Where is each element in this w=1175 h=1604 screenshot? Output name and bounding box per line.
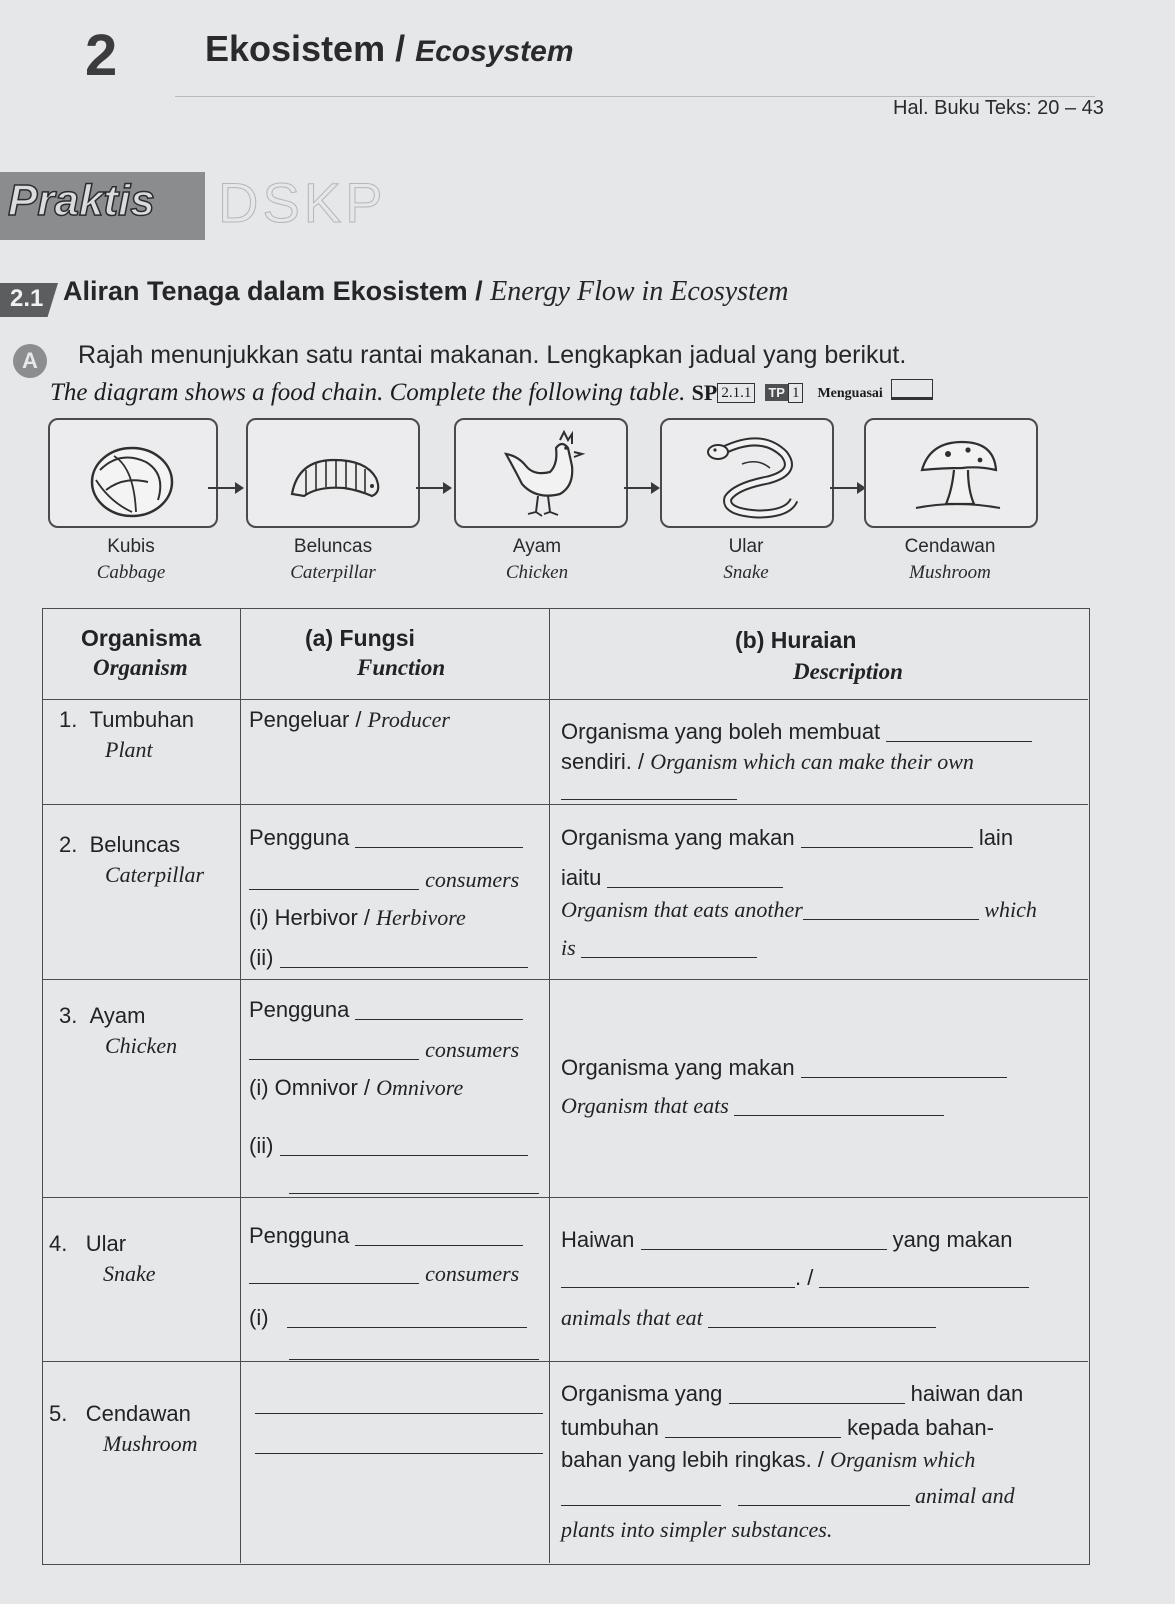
- answer-blank[interactable]: [734, 1095, 944, 1116]
- answer-blank[interactable]: [287, 1307, 527, 1328]
- answer-blank[interactable]: [255, 1393, 543, 1414]
- row2-function-2: consumers: [249, 867, 519, 893]
- row4-function-1: Pengguna: [249, 1223, 523, 1249]
- row5-description-3: bahan yang lebih ringkas. / Organism which: [561, 1447, 976, 1472]
- row5-description-5: plants into simpler substances.: [561, 1517, 833, 1542]
- cabbage-icon: [50, 420, 216, 526]
- caterpillar-icon: [248, 420, 418, 526]
- chicken-icon: [456, 420, 626, 526]
- row4-description-1: Haiwan yang makan: [561, 1227, 1013, 1252]
- row5-description-2: tumbuhan kepada bahan-: [561, 1415, 994, 1440]
- snake-icon: [662, 420, 832, 526]
- row4-organism-en: Snake: [103, 1261, 156, 1286]
- row2-organism: 2. Beluncas: [59, 832, 181, 857]
- mastery-checkbox[interactable]: [891, 379, 933, 400]
- row3-function-4: (ii): [249, 1133, 528, 1159]
- row2-organism-en: Caterpillar: [105, 862, 205, 887]
- answer-blank[interactable]: [355, 827, 523, 848]
- food-chain-label-snake: Ular Snake: [723, 536, 769, 583]
- answer-blank[interactable]: [607, 867, 783, 888]
- food-chain-label-chicken: Ayam Chicken: [505, 536, 569, 583]
- row2-function-3: (i) Herbivor / Herbivore: [249, 905, 466, 930]
- mastery-label: Menguasai: [817, 386, 883, 401]
- row-divider: [43, 1197, 1088, 1198]
- food-chain-box-caterpillar: [246, 418, 420, 528]
- answer-blank[interactable]: [801, 827, 973, 848]
- question-text-en: The diagram shows a food chain. Complete the following table. SP 2.1.1 TP 1 Menguasai: [50, 379, 933, 407]
- row1-description-ms: Organisma yang boleh membuat: [561, 719, 1032, 745]
- row2-description-3: Organism that eats another which: [561, 897, 1037, 922]
- row2-function-4: (ii): [249, 945, 528, 971]
- answer-blank[interactable]: [665, 1417, 841, 1438]
- food-chain-arrow: [830, 487, 864, 489]
- row3-organism: 3. Ayam: [59, 1003, 146, 1028]
- row2-description-2: iaitu: [561, 865, 783, 891]
- header-description-en: Description: [793, 659, 903, 684]
- chapter-title-ms: Ekosistem: [205, 28, 386, 69]
- answer-blank[interactable]: [561, 779, 737, 800]
- header-function-ms: (a) Fungsi: [305, 625, 415, 651]
- row3-description-1: Organisma yang makan: [561, 1055, 1007, 1081]
- food-chain-label-cabbage: Kubis Cabbage: [96, 536, 166, 583]
- row5-description-1: Organisma yang haiwan dan: [561, 1381, 1024, 1406]
- food-chain-label-caterpillar: Beluncas Caterpillar: [290, 536, 376, 583]
- answer-blank[interactable]: [729, 1383, 905, 1404]
- row1-function: Pengeluar / Producer: [249, 707, 450, 732]
- row5-description-4: animal and: [561, 1483, 1015, 1509]
- chapter-title: Ekosistem / Ecosystem: [205, 28, 574, 69]
- row2-function-1: Pengguna: [249, 825, 523, 851]
- food-chain-arrow: [416, 487, 450, 489]
- row-divider: [43, 979, 1088, 980]
- header-organism-ms: Organisma: [81, 625, 202, 651]
- section-title: Aliran Tenaga dalam Ekosistem / Energy Flow in Ecosystem: [63, 276, 789, 307]
- answer-blank[interactable]: [641, 1229, 887, 1250]
- food-chain-box-chicken: [454, 418, 628, 528]
- answer-blank[interactable]: [886, 721, 1032, 742]
- answer-blank[interactable]: [803, 899, 979, 920]
- answer-blank[interactable]: [708, 1307, 936, 1328]
- row-divider: [43, 804, 1088, 805]
- header-description-ms: (b) Huraian: [735, 627, 857, 653]
- row4-function-3: (i): [249, 1305, 527, 1331]
- row3-function-2: consumers: [249, 1037, 519, 1063]
- question-text-ms: Rajah menunjukkan satu rantai makanan. Lengkapkan jadual yang berikut.: [78, 341, 907, 369]
- answer-blank[interactable]: [289, 1173, 539, 1194]
- chapter-title-en: Ecosystem: [415, 35, 574, 68]
- food-chain-box-mushroom: [864, 418, 1038, 528]
- answer-blank[interactable]: [249, 1263, 419, 1284]
- answer-blank[interactable]: [561, 1485, 721, 1506]
- row4-organism: 4. Ular: [49, 1231, 127, 1256]
- answer-blank[interactable]: [801, 1057, 1007, 1078]
- food-chain-label-mushroom: Cendawan Mushroom: [904, 536, 996, 583]
- answer-blank[interactable]: [355, 1225, 523, 1246]
- textbook-reference: Hal. Buku Teks: 20 – 43: [893, 97, 1104, 119]
- tp-level: 1: [788, 383, 804, 403]
- chapter-number: 2: [85, 23, 118, 88]
- row-divider: [43, 1361, 1088, 1362]
- answer-blank[interactable]: [280, 947, 528, 968]
- answer-blank[interactable]: [581, 937, 757, 958]
- question-marker: A: [13, 344, 47, 378]
- answer-blank[interactable]: [819, 1267, 1029, 1288]
- row3-function-3: (i) Omnivor / Omnivore: [249, 1075, 464, 1100]
- sp-label: SP: [691, 380, 718, 405]
- section-number: 2.1: [10, 285, 44, 312]
- organism-table: [42, 608, 1090, 1565]
- row1-description-en: sendiri. / Organism which can make their own: [561, 749, 974, 774]
- answer-blank[interactable]: [280, 1135, 528, 1156]
- mushroom-icon: [866, 420, 1036, 526]
- column-divider: [549, 609, 550, 1563]
- answer-blank[interactable]: [561, 1267, 795, 1288]
- row2-description-1: Organisma yang makan lain: [561, 825, 1014, 850]
- dskp-watermark: DSKP: [218, 171, 387, 234]
- row4-description-3: animals that eat: [561, 1305, 936, 1331]
- food-chain-box-snake: [660, 418, 834, 528]
- answer-blank[interactable]: [249, 869, 419, 890]
- answer-blank[interactable]: [289, 1339, 539, 1360]
- food-chain-arrow: [624, 487, 658, 489]
- answer-blank[interactable]: [355, 999, 523, 1020]
- sp-code: 2.1.1: [717, 383, 755, 403]
- row-divider: [43, 699, 1088, 700]
- header-function-en: Function: [357, 655, 446, 680]
- answer-blank[interactable]: [738, 1485, 910, 1506]
- tp-label: TP: [765, 384, 788, 401]
- row4-description-2: . /: [561, 1265, 1029, 1291]
- row3-organism-en: Chicken: [105, 1033, 178, 1058]
- column-divider: [240, 609, 241, 1563]
- row5-organism: 5. Cendawan: [49, 1401, 191, 1426]
- row4-function-2: consumers: [249, 1261, 519, 1287]
- answer-blank[interactable]: [249, 1039, 419, 1060]
- row3-description-2: Organism that eats: [561, 1093, 944, 1119]
- row2-description-4: is: [561, 935, 757, 961]
- answer-blank[interactable]: [255, 1433, 543, 1454]
- row1-organism: 1. Tumbuhan: [59, 707, 194, 732]
- row1-organism-en: Plant: [105, 737, 153, 762]
- food-chain-box-cabbage: [48, 418, 218, 528]
- row5-organism-en: Mushroom: [103, 1431, 198, 1456]
- row3-function-1: Pengguna: [249, 997, 523, 1023]
- food-chain-arrow: [208, 487, 242, 489]
- header-organism-en: Organism: [93, 655, 188, 680]
- praktis-label: Praktis: [8, 176, 155, 225]
